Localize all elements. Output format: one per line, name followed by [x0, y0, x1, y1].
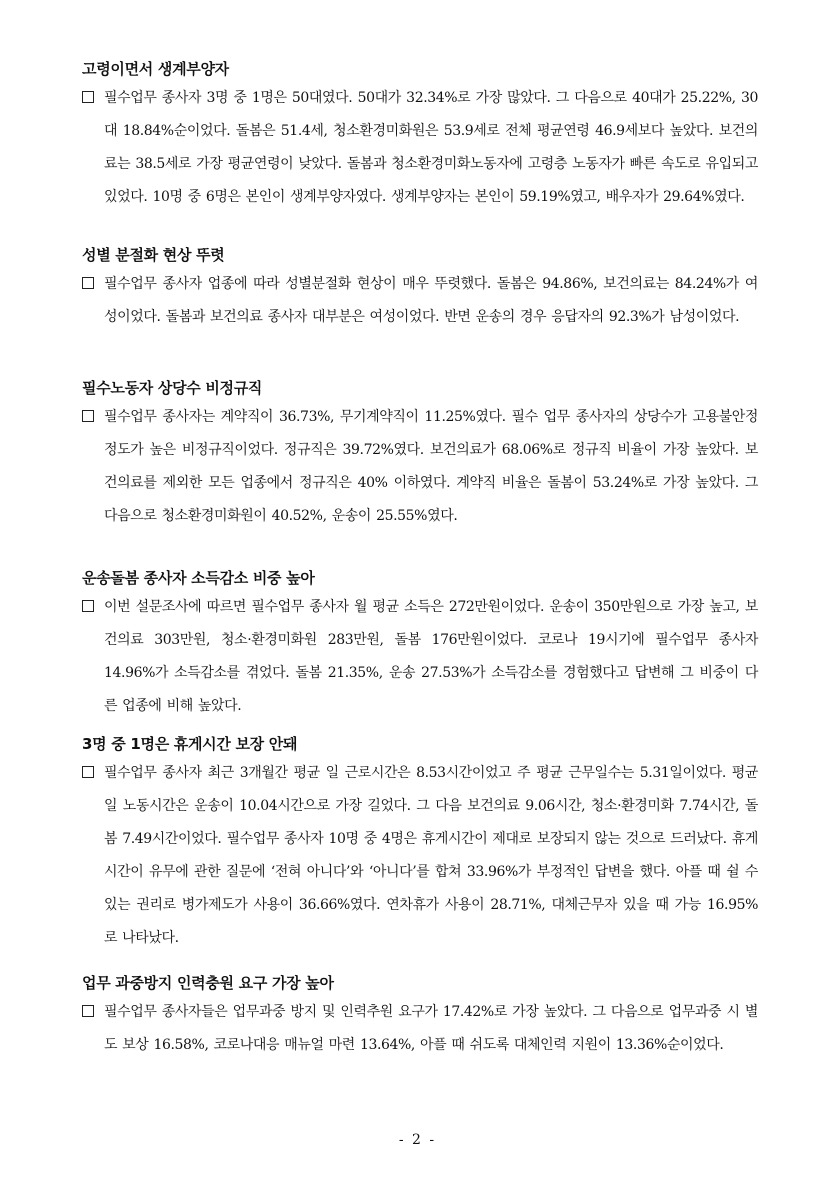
checkbox-bullet-icon — [82, 600, 94, 612]
section-heading: 운송돌봄 종사자 소득감소 비중 높아 — [82, 569, 315, 587]
paragraph-text: 필수업무 종사자 업종에 따라 성별분절화 현상이 매우 뚜렷했다. 돌봄은 94.86%, 보건의료는 84.24%가 여성이었다. 돌봄과 보건의료 종사자 대부분은 여성이었다. 반면 운송의 경우 응답자의 92.3%가 남성이었다. — [104, 276, 758, 325]
bullet-item — [82, 401, 758, 533]
checkbox-bullet-icon — [82, 410, 94, 422]
section-income-decrease — [82, 567, 758, 723]
section-heading: 필수노동자 상당수 비정규직 — [82, 379, 263, 397]
bullet-item — [82, 996, 758, 1062]
bullet-item — [82, 591, 758, 723]
paragraph-text: 필수업무 종사자 최근 3개월간 평균 일 근로시간은 8.53시간이었고 주 평균 근무일수는 5.31일이었다. 평균 일 노동시간은 운송이 10.04시간으로 가장 길었다. 그 다음 보건의료 9.06시간, 청소·환경미화 7.74시간, 돌봄 7.49시간이었다. 필수업무 종사자 10명 중 4명은 휴게시간이 제대로 보장되지 않는 것으로 드러났다. 휴게시간이 유무에 관한 질문에 ‘전혀 아니다’와 ‘아니다’를 합쳐 33.96%가 부정적인 답변을 했다. 아플 때 쉴 수 있는 권리로 병가제도가 사용이 36.66%였다. 연차휴가 사용이 28.71%, 대체근무자 있을 때 가능 16.95%로 나타났다. — [104, 765, 758, 946]
section-heading: 고령이면서 생계부양자 — [82, 60, 229, 78]
page-number: - 2 - — [398, 1132, 437, 1148]
section-non-regular-workers — [82, 377, 758, 533]
paragraph-text: 이번 설문조사에 따르면 필수업무 종사자 월 평균 소득은 272만원이었다. 운송이 350만원으로 가장 높고, 보건의료 303만원, 청소·환경미화원 283만원, 돌봄 176만원이었다. 코로나 19시기에 필수업무 종사자 14.96%가 소득감소를 겪었다. 돌봄 21.35%, 운송 27.53%가 소득감소를 경험했다고 답변해 그 비중이 다른 업종에 비해 높았다. — [104, 599, 758, 714]
bullet-item — [82, 757, 758, 955]
paragraph-text: 필수업무 종사자 3명 중 1명은 50대였다. 50대가 32.34%로 가장 많았다. 그 다음으로 40대가 25.22%, 30대 18.84%순이었다. 돌봄은 51.4세, 청소환경미화원은 53.9세로 전체 평균연령 46.9세보다 높았다. 보건의료는 38.5세로 가장 평균연령이 낮았다. 돌봄과 청소환경미화노동자에 고령층 노동자가 빠른 속도로 유입되고 있었다. 10명 중 6명은 본인이 생계부양자였다. 생계부양자는 본인이 59.19%였고, 배우자가 29.64%였다. — [104, 90, 758, 205]
section-rest-time — [82, 733, 758, 955]
section-elderly-breadwinner — [82, 58, 758, 214]
section-gender-segregation — [82, 244, 758, 334]
section-heading: 업무 과중방지 인력충원 요구 가장 높아 — [82, 974, 334, 992]
checkbox-bullet-icon — [82, 277, 94, 289]
checkbox-bullet-icon — [82, 1005, 94, 1017]
checkbox-bullet-icon — [82, 91, 94, 103]
section-heading: 성별 분절화 현상 뚜렷 — [82, 246, 225, 264]
paragraph-text: 필수업무 종사자는 계약직이 36.73%, 무기계약직이 11.25%였다. 필수 업무 종사자의 상당수가 고용불안정 정도가 높은 비정규직이었다. 정규직은 39.72%였다. 보건의료가 68.06%로 정규직 비율이 가장 높았다. 보건의료를 제외한 모든 업종에서 정규직은 40% 이하였다. 계약직 비율은 돌봄이 53.24%로 가장 높았다. 그 다음으로 청소환경미화원이 40.52%, 운송이 25.55%였다. — [104, 409, 758, 524]
section-heading: 3명 중 1명은 휴게시간 보장 안돼 — [82, 735, 298, 753]
section-staffing-demand — [82, 972, 758, 1062]
bullet-item — [82, 82, 758, 214]
paragraph-text: 필수업무 종사자들은 업무과중 방지 및 인력추원 요구가 17.42%로 가장 높았다. 그 다음으로 업무과중 시 별도 보상 16.58%, 코로나대응 매뉴얼 마련 13.64%, 아플 때 쉬도록 대체인력 지원이 13.36%순이었다. — [104, 1004, 758, 1053]
bullet-item — [82, 268, 758, 334]
checkbox-bullet-icon — [82, 766, 94, 778]
